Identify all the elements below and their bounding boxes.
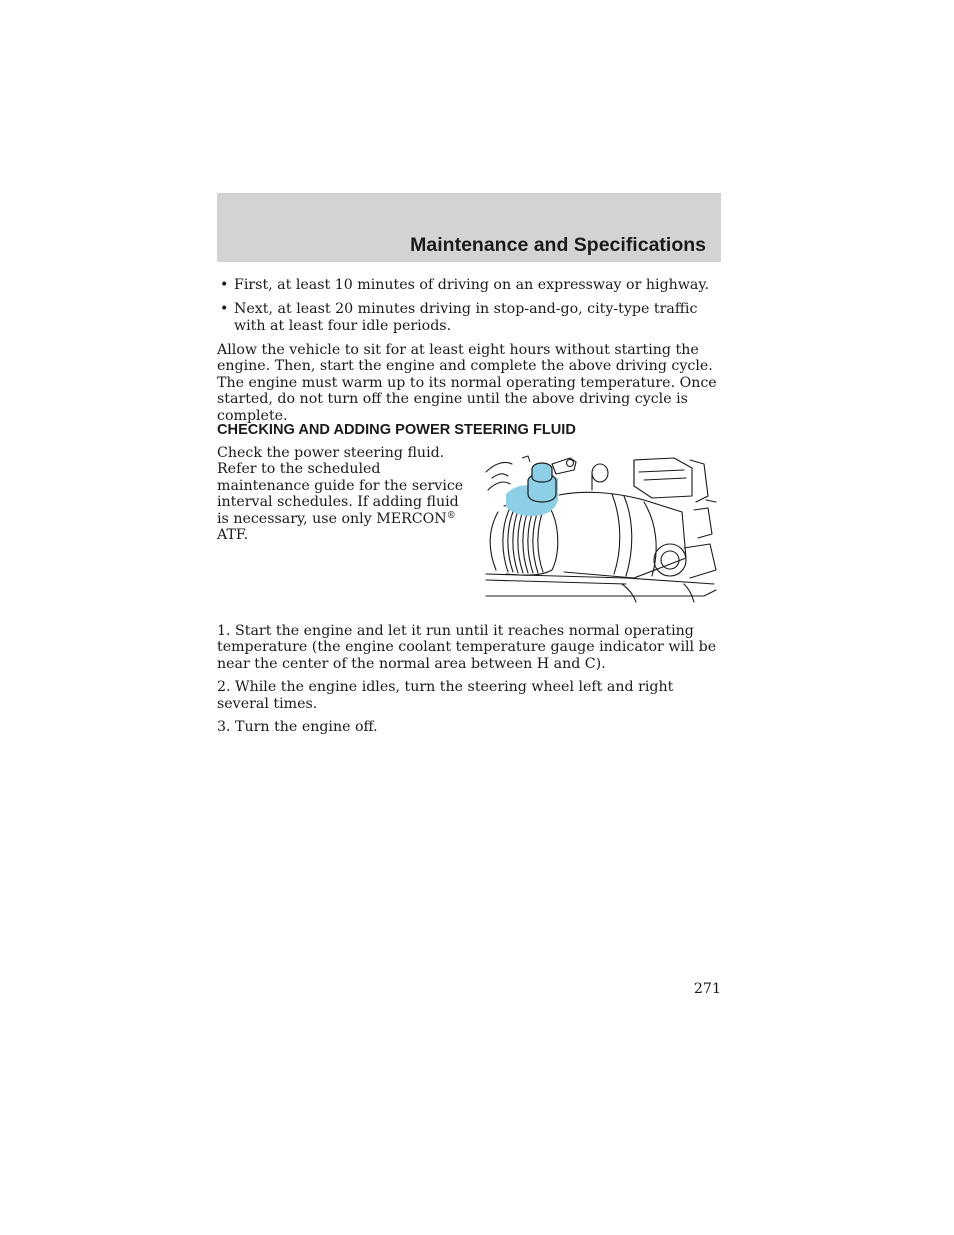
list-item: 2. While the engine idles, turn the steering wheel left and right several times.	[217, 679, 674, 712]
driving-cycle-paragraph: Allow the vehicle to sit for at least eight hours without starting the engine. Then, start the engine and complete the above driving cycle. The engine must warm up to its normal operating temperature. Once started, do not turn off the engine until the above driving cycle is complete.	[217, 342, 717, 424]
bullet-mark: •	[220, 301, 229, 318]
section-header-band	[217, 193, 721, 262]
page-number: 271	[693, 981, 721, 997]
list-item	[217, 277, 721, 293]
bullet-list	[217, 277, 721, 342]
power-steering-intro	[217, 445, 472, 543]
list-item: 3. Turn the engine off.	[217, 719, 378, 736]
list-item	[217, 301, 721, 334]
bullet-text: Next, at least 20 minutes driving in stop-and-go, city-type traffic with at least four idle periods.	[234, 301, 698, 334]
section-heading: CHECKING AND ADDING POWER STEERING FLUID	[217, 422, 576, 438]
page-title: Maintenance and Specifications	[410, 234, 706, 256]
engine-bay-drawing	[484, 450, 719, 605]
intro-text: Check the power steering fluid. Refer to the scheduled maintenance guide for the service interval schedules. If adding fluid is necessary, use only MERCON	[217, 445, 464, 527]
bullet-mark: •	[220, 277, 229, 293]
list-item: 1. Start the engine and let it run until it reaches normal operating temperature (the engine coolant temperature gauge indicator will be near the center of the normal area between H and C).	[217, 623, 717, 672]
registered-mark: ®	[446, 510, 456, 521]
bullet-text: First, at least 10 minutes of driving on an expressway or highway.	[234, 277, 710, 293]
power-steering-reservoir-illustration	[484, 450, 719, 605]
intro-tail: ATF.	[217, 527, 249, 544]
steps-list	[217, 623, 721, 742]
